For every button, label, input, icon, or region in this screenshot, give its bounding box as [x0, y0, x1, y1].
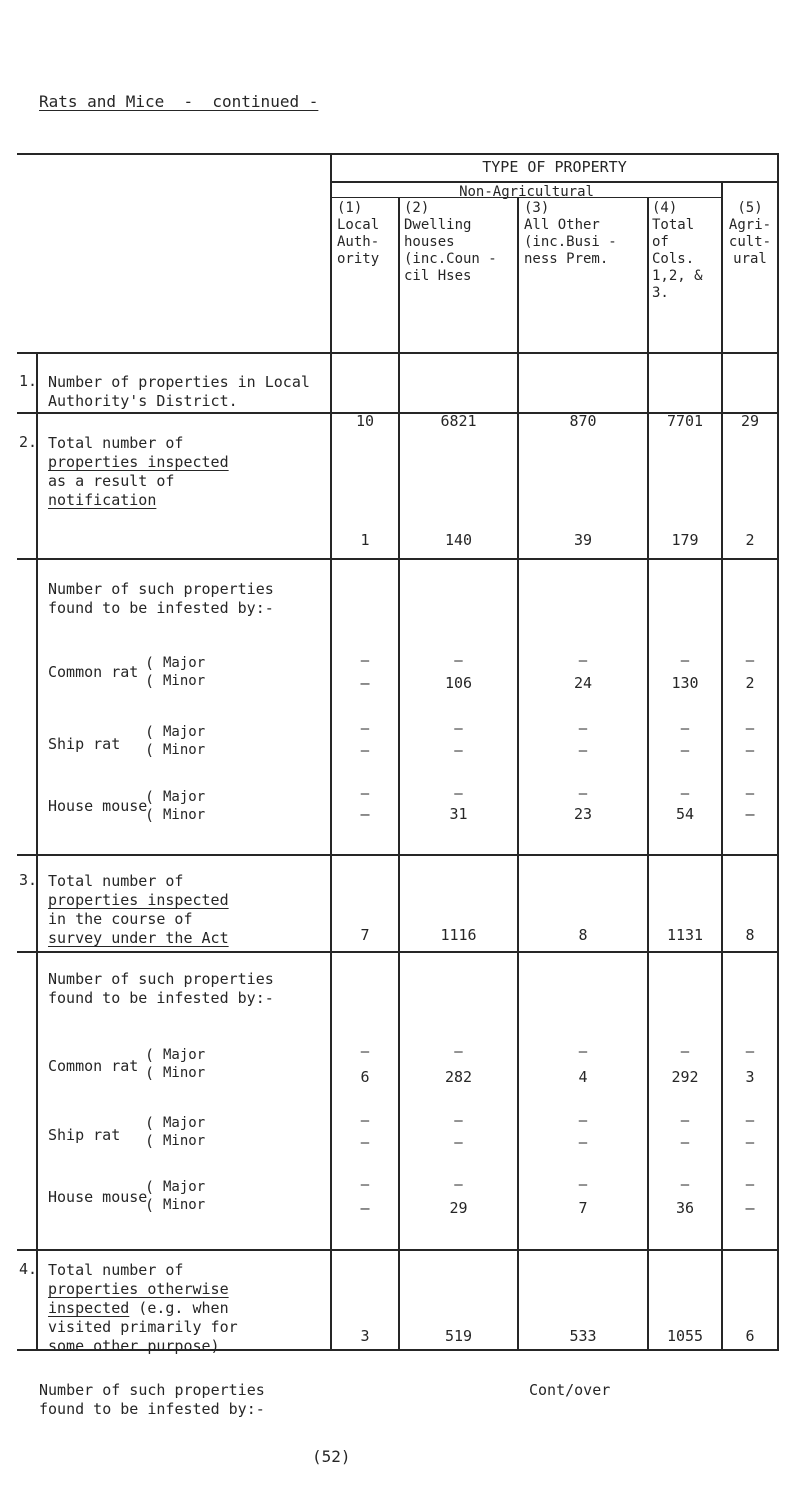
- s4-value-col2: 519: [444, 1327, 473, 1345]
- col3-number: (3): [524, 200, 550, 216]
- s2-ship-rat-label: Ship rat: [48, 735, 121, 753]
- s3-cr-minor-5: 3: [745, 1068, 755, 1086]
- s3-house-mouse-major: Major: [163, 1179, 206, 1195]
- s3-sr-minor-5: –: [745, 1135, 755, 1151]
- col1-title: Local Auth- ority: [337, 217, 380, 267]
- s3-cr-minor-3: 4: [578, 1068, 588, 1086]
- s2-label-line3: as a result of: [48, 472, 175, 490]
- s4-label-line1: Total number of: [48, 1261, 184, 1279]
- col1-header: [332, 200, 403, 268]
- s2-cr-minor-3: 24: [573, 674, 593, 692]
- s3-common-rat-paren-minor: (: [145, 1064, 155, 1082]
- s2-value-col4: 179: [671, 531, 699, 549]
- s3-sr-major-4: –: [680, 1113, 690, 1129]
- s3-cr-minor-4: 292: [671, 1068, 699, 1086]
- col5-title: Agri- cult- ural: [728, 217, 772, 267]
- s2-common-rat-paren-minor: (: [145, 672, 155, 690]
- section-3-label: [48, 872, 318, 948]
- s2-house-mouse-paren-major: (: [145, 788, 155, 806]
- s2-cr-major-2: –: [454, 653, 463, 669]
- col3-header: [519, 200, 652, 268]
- s2-sr-minor-5: –: [745, 743, 755, 759]
- s2-sr-minor-4: –: [680, 743, 690, 759]
- s2-cr-minor-4: 130: [671, 674, 699, 692]
- section-4-number: 4.: [19, 1260, 38, 1278]
- s2-value-col5: 2: [745, 531, 755, 549]
- s2-sr-major-3: –: [578, 721, 588, 737]
- col4-number: (4): [652, 200, 678, 216]
- s3-hm-major-3: –: [578, 1177, 588, 1193]
- s2-value-col1: 1: [360, 531, 370, 549]
- section-4-label: [48, 1261, 318, 1356]
- s2-cr-minor-2: 106: [444, 674, 473, 692]
- col4-header: [649, 200, 724, 302]
- s4-value-col1: 3: [360, 1327, 370, 1345]
- s2-ship-rat-paren-major: (: [145, 723, 155, 741]
- s2-ship-rat-major: Major: [163, 724, 206, 740]
- s2-cr-major-4: –: [680, 653, 690, 669]
- s3-ship-rat-minor: Minor: [163, 1133, 206, 1149]
- s2-cr-major-5: –: [745, 653, 755, 669]
- s2-sr-major-2: –: [454, 721, 463, 737]
- s3-cr-major-2: –: [454, 1044, 463, 1060]
- s2-hm-minor-3: 23: [573, 805, 593, 823]
- s2-hm-minor-5: –: [745, 805, 755, 823]
- s3-cr-major-3: –: [578, 1044, 588, 1060]
- page-title: Rats and Mice - continued -: [39, 92, 319, 111]
- s4-label-line5: some other purpose): [48, 1337, 220, 1355]
- s2-house-mouse-major: Major: [163, 789, 206, 805]
- s3-sr-major-2: –: [454, 1113, 463, 1129]
- s3-value-col4: 1131: [666, 926, 704, 944]
- s3-hm-minor-1: –: [360, 1199, 370, 1217]
- s2-sr-major-5: –: [745, 721, 755, 737]
- s2-cr-major-1: –: [360, 653, 370, 669]
- s3-sr-major-3: –: [578, 1113, 588, 1129]
- s2-infest-intro: Number of such properties found to be infested by:-: [48, 580, 274, 617]
- col3-title: All Other (inc.Busi -ness Prem.: [524, 217, 617, 267]
- section-3-number: 3.: [19, 871, 38, 889]
- s2-house-mouse-label: House mouse: [48, 797, 148, 815]
- s3-value-col1: 7: [360, 926, 370, 944]
- s2-hm-major-5: –: [745, 786, 755, 802]
- type-of-property-header: TYPE OF PROPERTY: [482, 158, 627, 176]
- non-agricultural-header: Non-Agricultural: [459, 184, 594, 200]
- s3-label-line1: Total number of: [48, 872, 184, 890]
- s1-value-col5: 29: [740, 412, 760, 430]
- s2-house-mouse-minor: Minor: [163, 807, 206, 823]
- s2-common-rat-label: Common rat: [48, 663, 139, 681]
- s4-label-underlined: properties otherwise: [48, 1280, 229, 1298]
- s2-value-col2: 140: [444, 531, 473, 549]
- s2-hm-major-1: –: [360, 786, 370, 802]
- s3-infest-intro: Number of such properties found to be infested by:-: [48, 970, 274, 1007]
- col2-title: Dwelling houses (inc.Coun -cil Hses: [404, 217, 497, 284]
- s3-house-mouse-paren-minor: (: [145, 1196, 155, 1214]
- s4-value-col4: 1055: [666, 1327, 704, 1345]
- s2-cr-minor-5: 2: [745, 674, 755, 692]
- s3-house-mouse-label: House mouse: [48, 1188, 148, 1206]
- s3-hm-minor-5: –: [745, 1199, 755, 1217]
- s3-sr-minor-2: –: [454, 1135, 463, 1151]
- s2-common-rat-minor: Minor: [163, 673, 206, 689]
- s3-common-rat-paren-major: (: [145, 1046, 155, 1064]
- s3-sr-major-1: –: [360, 1113, 370, 1129]
- s3-sr-minor-3: –: [578, 1135, 588, 1151]
- s2-hm-major-2: –: [454, 786, 463, 802]
- s2-sr-major-4: –: [680, 721, 690, 737]
- s3-cr-major-5: –: [745, 1044, 755, 1060]
- s2-cr-minor-1: –: [360, 674, 370, 692]
- s3-common-rat-label: Common rat: [48, 1057, 139, 1075]
- section-1-number: 1.: [19, 372, 38, 390]
- s3-sr-major-5: –: [745, 1113, 755, 1129]
- s3-common-rat-minor: Minor: [163, 1065, 206, 1081]
- s3-ship-rat-label: Ship rat: [48, 1126, 121, 1144]
- s3-hm-major-1: –: [360, 1177, 370, 1193]
- s2-ship-rat-minor: Minor: [163, 742, 206, 758]
- cont-over: Cont/over: [529, 1381, 611, 1399]
- s3-hm-major-2: –: [454, 1177, 463, 1193]
- section-1-label: Number of properties in Local Authority's District.: [48, 373, 310, 410]
- s2-common-rat-major: Major: [163, 655, 206, 671]
- col5-header: [723, 200, 777, 268]
- col2-number: (2): [404, 200, 430, 216]
- s2-sr-minor-2: –: [454, 743, 463, 759]
- section-2-number: 2.: [19, 433, 38, 451]
- s1-value-col1: 10: [355, 412, 375, 430]
- s2-sr-major-1: –: [360, 721, 370, 737]
- s3-ship-rat-major: Major: [163, 1115, 206, 1131]
- s2-sr-minor-3: –: [578, 743, 588, 759]
- col2-header: [400, 200, 521, 285]
- s2-hm-major-4: –: [680, 786, 690, 802]
- col5-number: (5): [737, 200, 763, 216]
- col4-title: Total of Cols. 1,2, & 3.: [652, 217, 703, 301]
- s2-common-rat-paren-major: (: [145, 654, 155, 672]
- s1-value-col4: 7701: [666, 412, 704, 430]
- s3-cr-major-4: –: [680, 1044, 690, 1060]
- page-number: (52): [312, 1447, 351, 1466]
- col1-number: (1): [337, 200, 363, 216]
- s3-hm-minor-2: 29: [449, 1199, 468, 1217]
- s3-hm-minor-4: 36: [675, 1199, 695, 1217]
- s2-ship-rat-paren-minor: (: [145, 741, 155, 759]
- s4-label-underlined2: inspected: [48, 1299, 130, 1317]
- s2-cr-major-3: –: [578, 653, 588, 669]
- s1-value-col2: 6821: [440, 412, 477, 430]
- s3-hm-minor-3: 7: [578, 1199, 588, 1217]
- s2-hm-minor-4: 54: [675, 805, 695, 823]
- s3-value-col3: 8: [578, 926, 588, 944]
- s3-house-mouse-minor: Minor: [163, 1197, 206, 1213]
- s3-cr-minor-1: 6: [360, 1068, 370, 1086]
- s3-hm-major-4: –: [680, 1177, 690, 1193]
- s3-ship-rat-paren-major: (: [145, 1114, 155, 1132]
- s2-hm-major-3: –: [578, 786, 588, 802]
- s3-common-rat-major: Major: [163, 1047, 206, 1063]
- s3-value-col2: 1116: [440, 926, 477, 944]
- s2-label-underlined2: notification: [48, 491, 157, 509]
- s3-house-mouse-paren-major: (: [145, 1178, 155, 1196]
- s4-label-line4: visited primarily for: [48, 1318, 238, 1336]
- s4-value-col5: 6: [745, 1327, 755, 1345]
- s4-value-col3: 533: [569, 1327, 597, 1345]
- s3-cr-major-1: –: [360, 1044, 370, 1060]
- s2-hm-minor-2: 31: [449, 805, 468, 823]
- section-2-label: [48, 434, 318, 510]
- s3-label-line3: in the course of: [48, 910, 193, 928]
- s2-label-underlined: properties inspected: [48, 453, 229, 471]
- s4-label-after: (e.g. when: [129, 1299, 229, 1317]
- s2-label-line1: Total number of: [48, 434, 184, 452]
- s3-label-underlined: properties inspected: [48, 891, 229, 909]
- s4-label-line3: [48, 1299, 318, 1318]
- s2-hm-minor-1: –: [360, 805, 370, 823]
- s1-value-col3: 870: [569, 412, 597, 430]
- s3-hm-major-5: –: [745, 1177, 755, 1193]
- s2-sr-minor-1: –: [360, 743, 370, 759]
- s3-sr-minor-4: –: [680, 1135, 690, 1151]
- footer-infest-intro: Number of such properties found to be infested by:-: [39, 1381, 265, 1418]
- s3-value-col5: 8: [745, 926, 755, 944]
- s2-value-col3: 39: [573, 531, 593, 549]
- s3-label-underlined2: survey under the Act: [48, 929, 229, 947]
- s3-sr-minor-1: –: [360, 1135, 370, 1151]
- s3-cr-minor-2: 282: [444, 1068, 473, 1086]
- s3-ship-rat-paren-minor: (: [145, 1132, 155, 1150]
- s2-house-mouse-paren-minor: (: [145, 806, 155, 824]
